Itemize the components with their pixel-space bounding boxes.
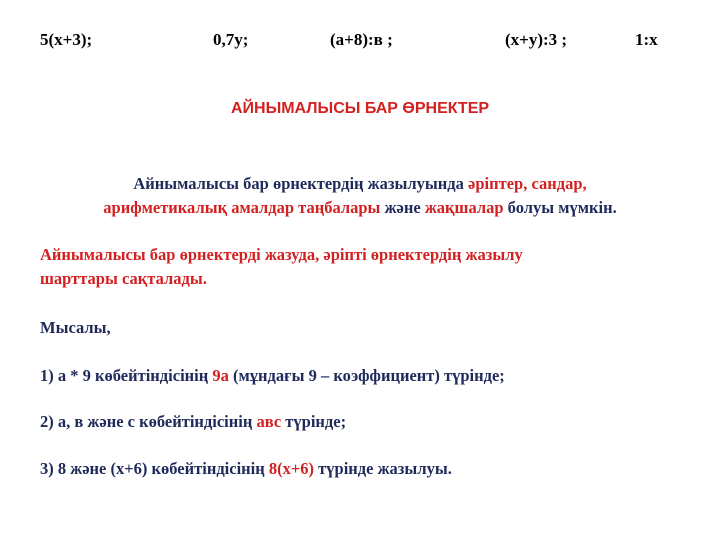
intro-text: және	[380, 198, 425, 217]
expression-item: 5(x+3);	[40, 30, 93, 49]
intro-line-1	[0, 172, 720, 196]
example-text: 1) a * 9 көбейтіндісінің	[40, 366, 213, 385]
example-text: (мұндағы 9 – коэффициент) түрінде;	[228, 366, 505, 385]
example-item	[40, 410, 346, 434]
expression-item: (a+8):в ;	[330, 30, 393, 49]
intro-highlight: арифметикалық амалдар таңбалары	[103, 198, 381, 217]
intro-highlight: әріптер, сандар,	[468, 174, 587, 193]
example-item	[40, 364, 505, 388]
example-text: 2) a, в және с көбейтіндісінің	[40, 412, 257, 431]
intro-text: Айнымалысы бар өрнектердің жазылуында	[133, 174, 469, 193]
example-highlight: 9a	[212, 366, 229, 385]
intro-line-2	[0, 196, 720, 220]
expression-item: 0,7y;	[213, 30, 249, 49]
example-text: түрінде жазылуы.	[314, 459, 452, 478]
intro-highlight: жақшалар	[424, 198, 504, 217]
example-label: Мысалы,	[40, 318, 111, 337]
example-item	[40, 457, 452, 481]
expression-item: (x+y):3 ;	[505, 30, 568, 49]
expression-item: 1:x	[635, 30, 658, 49]
example-text: 3) 8 және (x+6) көбейтіндісінің	[40, 459, 269, 478]
example-text: түрінде;	[281, 412, 347, 431]
intro-text: болуы мүмкін.	[503, 198, 617, 217]
page-title: АЙНЫМАЛЫСЫ БАР ӨРНЕКТЕР	[230, 100, 490, 117]
rule-line-1: Айнымалысы бар өрнектерді жазуда, әріпті өрнектердің жазылу	[40, 245, 523, 264]
rule-line-2: шарттары сақталады.	[40, 269, 207, 288]
example-highlight: авс	[256, 412, 282, 431]
example-highlight: 8(x+6)	[268, 459, 315, 478]
